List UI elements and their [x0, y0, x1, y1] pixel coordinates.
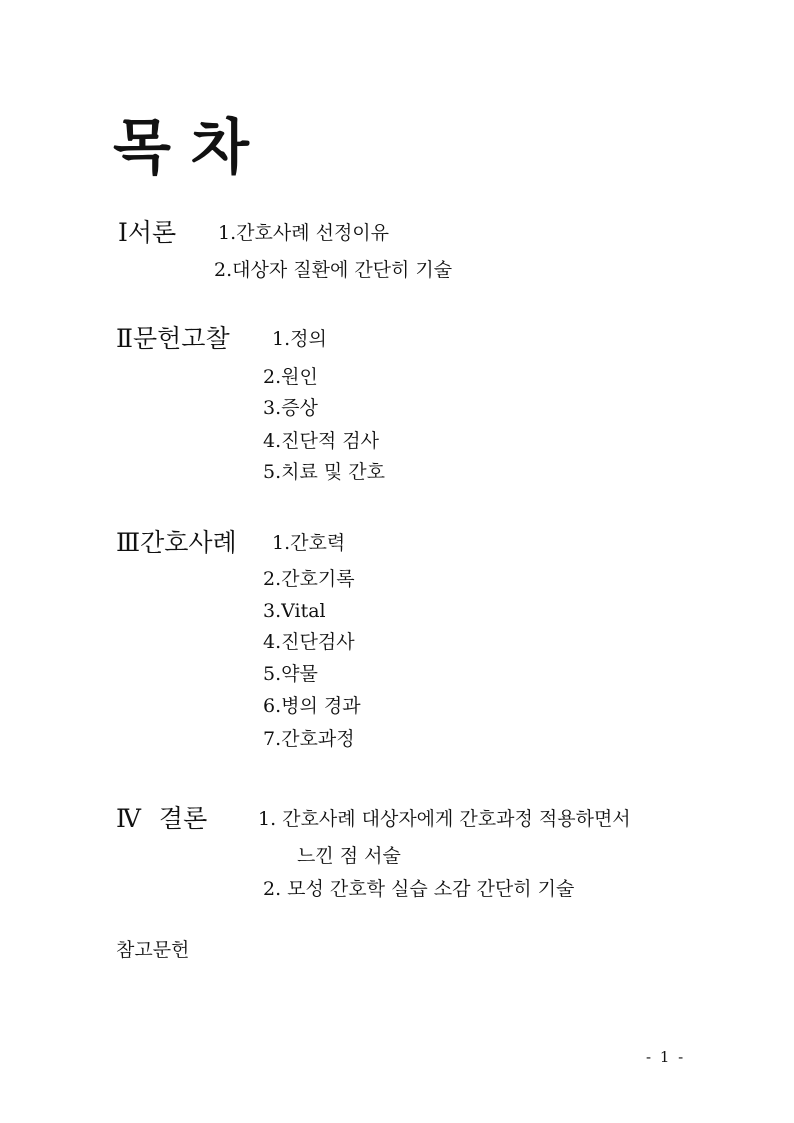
page-title [113, 113, 251, 183]
section-2-item-2: 2.원인 [263, 366, 318, 388]
page-number: - 1 - [646, 1048, 686, 1066]
section-4-item-2: 2. 모성 간호학 실습 소감 간단히 기술 [263, 878, 575, 900]
section-2-item-4: 4.진단적 검사 [263, 430, 379, 452]
references-heading: 참고문헌 [116, 939, 190, 961]
section-1-heading: Ⅰ서론 [118, 218, 177, 247]
section-3-item-1: 1.간호력 [272, 532, 346, 554]
section-3-item-2: 2.간호기록 [263, 568, 355, 590]
section-3-heading: Ⅲ간호사례 [116, 528, 237, 557]
section-2-heading: Ⅱ문헌고찰 [116, 324, 230, 353]
section-3-item-4: 4.진단검사 [263, 631, 355, 653]
section-3-item-3: 3.Vital [263, 600, 326, 622]
section-2-item-5: 5.치료 및 간호 [263, 461, 385, 483]
section-4-item-1-continued: 느낀 점 서술 [297, 845, 401, 867]
section-4-item-1: 1. 간호사례 대상자에게 간호과정 적용하면서 [258, 808, 631, 830]
section-1-item-2: 2.대상자 질환에 간단히 기술 [214, 259, 453, 281]
section-2-item-1: 1.정의 [272, 328, 327, 350]
section-2-item-3: 3.증상 [263, 397, 318, 419]
title-char-1: 목 [113, 113, 173, 183]
section-3-item-7: 7.간호과정 [263, 728, 355, 750]
section-1-item-1: 1.간호사례 선정이유 [218, 222, 389, 244]
section-3-item-6: 6.병의 경과 [263, 695, 361, 717]
section-3-item-5: 5.약물 [263, 663, 318, 685]
section-4-heading: Ⅳ 결론 [116, 804, 208, 833]
title-char-2: 차 [190, 113, 251, 183]
